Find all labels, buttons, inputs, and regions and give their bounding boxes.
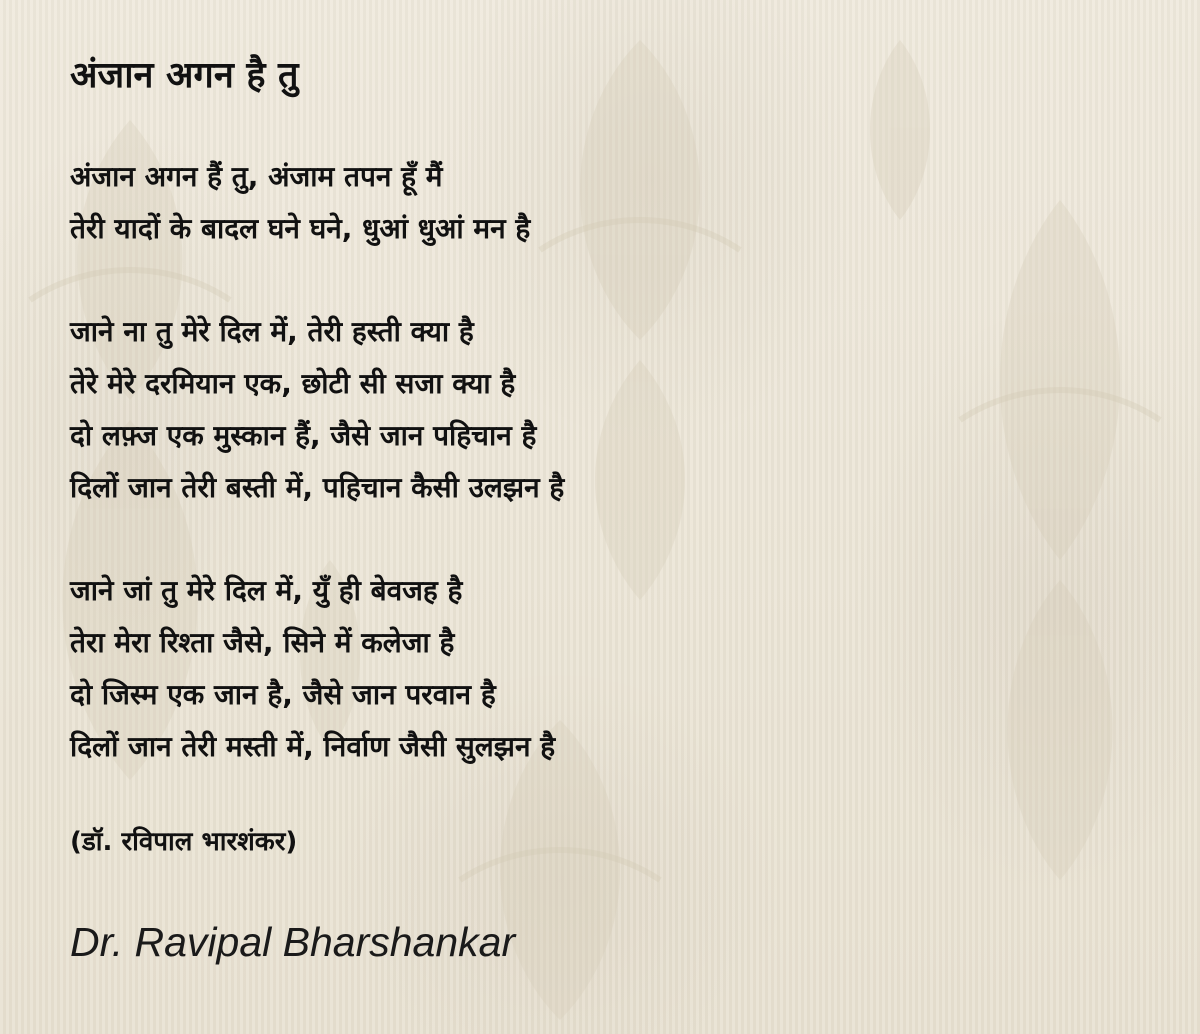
author-name-hindi: (डॉ. रविपाल भारशंकर): [70, 827, 298, 857]
poem-line: तेरी यादों के बादल घने घने, धुआं धुआं मन है: [70, 212, 531, 245]
stanza-1: [70, 151, 1150, 255]
poem-line: दो लफ़्ज एक मुस्कान हैं, जैसे जान पहिचान है: [70, 419, 537, 452]
stanza-3: [70, 565, 1150, 773]
poem-title: अंजान अगन है तु: [70, 55, 299, 96]
poem-line: अंजान अगन हैं तु, अंजाम तपन हूँ मैं: [70, 160, 443, 193]
poem-line: जाने जां तु मेरे दिल में, युँ ही बेवजह है: [70, 574, 463, 607]
poem-line: दिलों जान तेरी मस्ती में, निर्वाण जैसी सुलझन है: [70, 730, 556, 763]
poem-line: तेरा मेरा रिश्ता जैसे, सिने में कलेजा है: [70, 626, 455, 659]
stanza-2: [70, 306, 1150, 514]
poem-line: दिलों जान तेरी बस्ती में, पहिचान कैसी उलझन है: [70, 471, 565, 504]
poem-container: [70, 50, 1150, 970]
author-signature-english: Dr. Ravipal Bharshankar: [70, 919, 516, 965]
poem-line: दो जिस्म एक जान है, जैसे जान परवान है: [70, 678, 496, 711]
poem-line: तेरे मेरे दरमियान एक, छोटी सी सजा क्या है: [70, 367, 516, 400]
poem-line: जाने ना तु मेरे दिल में, तेरी हस्ती क्या है: [70, 315, 474, 348]
